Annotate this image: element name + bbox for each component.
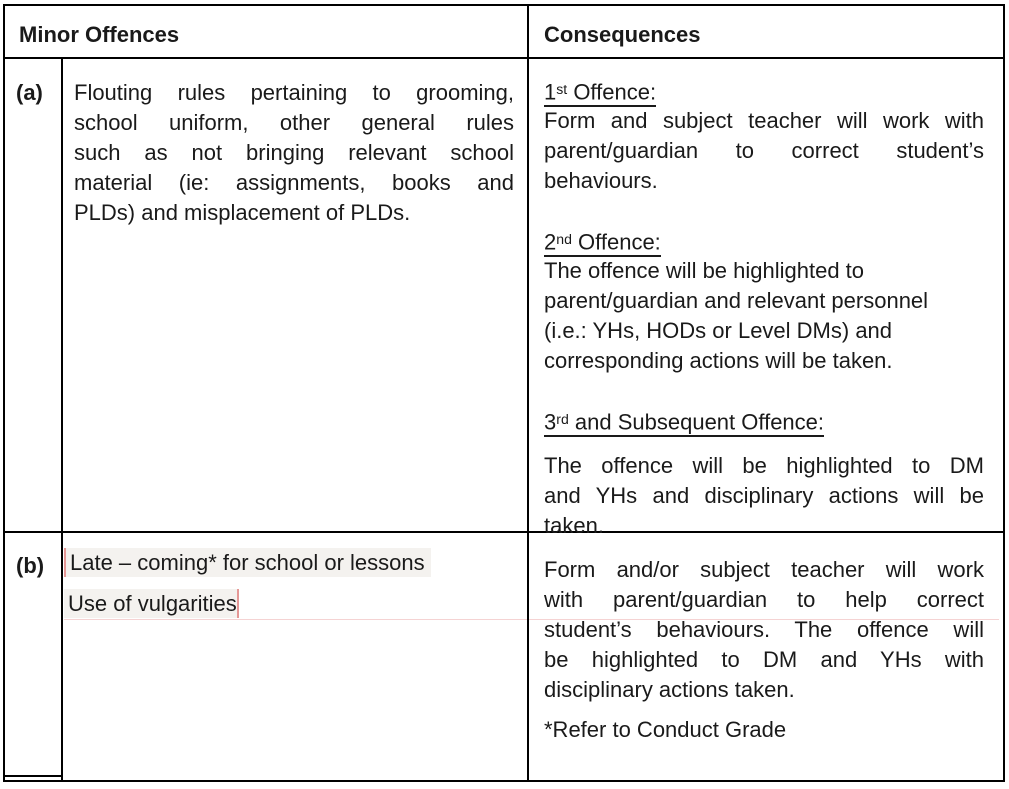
conduct-grade-footnote: *Refer to Conduct Grade xyxy=(544,717,787,742)
underlined-heading xyxy=(544,226,661,257)
consequence-text-line: Form and subject teacher will work with xyxy=(544,108,984,133)
consequence-text-line: taken. xyxy=(544,513,604,538)
column-divider xyxy=(527,6,529,780)
consequence-text-line: The offence will be highlighted to xyxy=(544,258,865,283)
third-offence-heading xyxy=(544,406,984,436)
consequence-text-line: corresponding actions will be taken. xyxy=(544,348,893,373)
offence-text-line: Flouting rules pertaining to grooming, xyxy=(74,80,514,105)
header-consequences: Consequences xyxy=(544,22,701,47)
highlighted-offence-text[interactable]: Late – coming* for school or lessons xyxy=(64,548,431,577)
ordinal-number: 2 xyxy=(544,229,557,255)
highlighted-offence-text[interactable]: Use of vulgarities xyxy=(64,589,239,618)
consequence-text-line: disciplinary actions taken. xyxy=(544,677,795,702)
consequence-text-line: and YHs and disciplinary actions will be xyxy=(544,483,984,508)
ordinal-suffix: nd xyxy=(556,231,572,247)
label-column-divider xyxy=(61,57,63,780)
consequence-text-line: The offence will be highlighted to DM xyxy=(544,453,984,478)
consequence-text-line: be highlighted to DM and YHs with xyxy=(544,647,984,672)
row-b-label: (b) xyxy=(16,553,45,578)
heading-text: Offence: xyxy=(571,229,661,255)
paragraph-spacer xyxy=(544,376,984,406)
underlined-heading xyxy=(544,406,824,437)
consequence-text-line: (i.e.: YHs, HODs or Level DMs) and xyxy=(544,318,893,343)
consequence-text-line: parent/guardian to correct student’s xyxy=(544,138,984,163)
offence-text-line: material (ie: assignments, books and xyxy=(74,170,514,195)
heading-text: and Subsequent Offence: xyxy=(568,409,825,435)
consequence-text-line: Form and/or subject teacher will work xyxy=(544,557,984,582)
second-offence-heading xyxy=(544,226,984,256)
row-a-consequences-cell xyxy=(544,76,984,541)
offences-table xyxy=(3,4,1005,782)
header-minor-offences: Minor Offences xyxy=(19,22,180,47)
paragraph-spacer xyxy=(544,196,984,226)
ordinal-suffix: rd xyxy=(556,411,569,427)
paragraph-spacer xyxy=(544,436,984,451)
offence-text-line: PLDs) and misplacement of PLDs. xyxy=(74,200,411,225)
underlined-heading xyxy=(544,76,656,107)
ordinal-suffix: st xyxy=(556,81,568,97)
offence-text-line: such as not bringing relevant school xyxy=(74,140,514,165)
ordinal-number: 3 xyxy=(544,409,557,435)
paragraph-spacer xyxy=(544,705,984,715)
consequence-text-line: parent/guardian and relevant personnel xyxy=(544,288,929,313)
consequence-text-line: with parent/guardian to help correct xyxy=(544,587,984,612)
row-b-consequences-cell xyxy=(544,555,984,745)
offence-text-line: school uniform, other general rules xyxy=(74,110,514,135)
consequence-text-line: behaviours. xyxy=(544,168,658,193)
header-divider xyxy=(5,57,1003,59)
heading-text: Offence: xyxy=(567,79,657,105)
first-offence-heading xyxy=(544,76,984,106)
ordinal-number: 1 xyxy=(544,79,557,105)
row-a-offence-cell xyxy=(74,78,514,228)
label-column-bottom-border xyxy=(5,775,61,777)
consequence-text-line: student’s behaviours. The offence will xyxy=(544,617,984,642)
row-a-label: (a) xyxy=(16,80,43,105)
